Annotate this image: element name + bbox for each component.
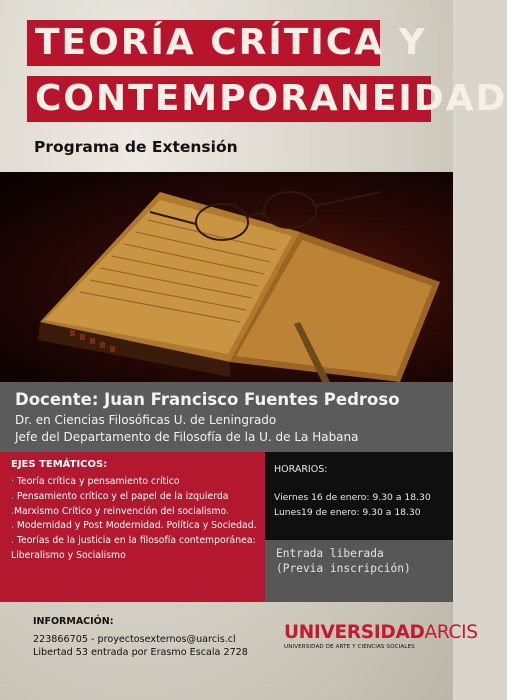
logo-word-main: UNIVERSIDAD [284,622,425,643]
docente-band [0,382,453,452]
university-logo [284,622,478,650]
horario-row: Lunes19 de enero: 9.30 a 18.30 [274,507,421,518]
list-item: . Modernidad y Post Modernidad. Política y Sociedad. [11,520,257,532]
list-item: · Teoría crítica y pensamiento crítico [11,476,180,487]
poster-header [0,0,507,172]
docente-degree: Dr. en Ciencias Filosóficas U. de Leningrado [15,413,277,427]
entrada-box [265,540,453,602]
ejes-tematicos-box [0,452,265,602]
contact-line: 223866705 - proyectosexternos@uarcis.cl [33,634,236,645]
title-line-1: TEORÍA CRÍTICA Y [27,20,380,66]
address-line: Libertad 53 entrada por Erasmo Escala 2728 [33,647,248,658]
info-heading: INFORMACIÓN: [33,616,114,627]
entrada-note: (Previa inscripción) [276,562,411,575]
horarios-heading: HORARIOS: [274,464,328,475]
ejes-list [11,475,263,564]
list-item: .Marxismo Crítico y reinvención del socialismo. [11,505,229,517]
logo-wordmark [284,622,478,643]
program-subtitle: Programa de Extensión [34,138,238,156]
docente-position: Jefe del Departamento de Filosofía de la U. de La Habana [15,430,359,444]
logo-tagline: UNIVERSIDAD DE ARTE Y CIENCIAS SOCIALES [284,644,415,650]
docente-name: Docente: Juan Francisco Fuentes Pedroso [15,390,400,409]
book-photo [0,172,453,382]
list-item: . Pensamiento crítico y el papel de la izquierda [11,490,229,502]
book-illustration [0,172,453,382]
horarios-box [265,452,453,540]
list-item: . Teorías de la justicia en la filosofía contemporánea: Liberalismo y Socialismo [11,535,256,561]
ejes-heading: EJES TEMÁTICOS: [11,459,108,470]
horario-row: Viernes 16 de enero: 9.30 a 18.30 [274,492,431,503]
title-line-2: CONTEMPORANEIDAD [27,76,431,122]
footer [0,602,478,700]
logo-word-accent: ARCIS [424,622,478,643]
entrada-line: Entrada liberada [276,547,384,560]
